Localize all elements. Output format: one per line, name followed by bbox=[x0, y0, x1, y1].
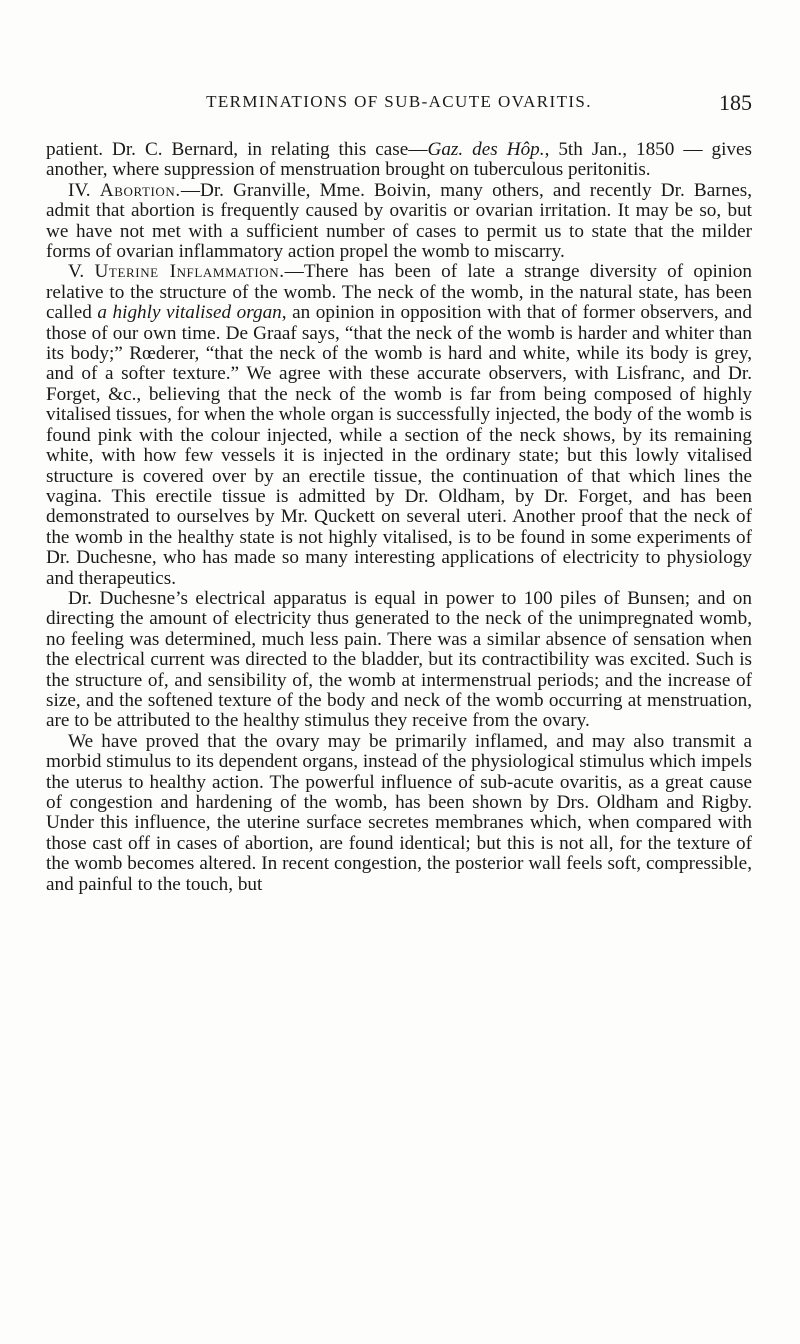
citation-title: Gaz. des Hôp. bbox=[427, 139, 545, 160]
text-run: —There has been of late a strange diversity of opinion relative to the structure of the womb. The neck of the womb, in the natural state, has been called bbox=[46, 261, 752, 324]
text-run: —Dr. Granville, Mme. Boivin, many others, and recently Dr. Barnes, admit that abortion is frequently caused by ovaritis or ovarian irritation. It may be so, but we have not met with a sufficient number of cases to permit us to state that the milder forms of ovarian inflammatory action propel the womb to miscarry. bbox=[46, 179, 752, 263]
paragraph-ovary: We have proved that the ovary may be primarily inflamed, and may also transmit a morbid stimulus to its dependent organs, instead of the physiological stimulus which impels the uterus to healthy action. The powerful influence of sub-acute ovaritis, as a great cause of congestion and hardening of the womb, has been shown by Drs. Oldham and Rigby. Under this influence, the uterine surface secretes membranes which, when compared with those cast off in cases of abortion, are found identical; but this is not all, for the texture of the womb becomes altered. In recent congestion, the posterior wall feels soft, compressible, and painful to the touch, but bbox=[46, 730, 752, 895]
section-heading: Uterine Inflammation. bbox=[94, 261, 285, 283]
section-number: IV. bbox=[68, 179, 91, 201]
body-text bbox=[46, 140, 752, 895]
text-run: patient. Dr. C. Bernard, in relating this case— bbox=[46, 139, 428, 160]
emphasis-phrase: a highly vitalised organ bbox=[97, 302, 282, 324]
running-head bbox=[46, 92, 752, 116]
text-run: , 5th Jan., 1850 — gives another, where suppression of menstruation brought on tuberculous peritonitis. bbox=[46, 139, 752, 181]
paragraph-continuation bbox=[46, 140, 752, 181]
section-heading: Abortion. bbox=[99, 179, 181, 201]
text-run: , an opinion in opposition with that of former observers, and those of our own time. De Graaf says, “that the neck of the womb is harder and whiter than its body;” Rœderer, “that the neck of the womb is hard and white, while its body is grey, and of a softer texture.” We agree with these accurate observers, with Lisfranc, and Dr. Forget, &c., believing that the neck of the womb is far from being composed of highly vitalised tissues, for when the whole organ is successfully injected, the body of the womb is found pink with the colour injected, while a section of the neck shows, by its remaining white, with how few vessels it is injected in the ordinary state; but this lowly vitalised structure is covered over by an erectile tissue, the continuation of that which lines the vagina. This erectile tissue is admitted by Dr. Oldham, by Dr. Forget, and has been demonstrated to ourselves by Mr. Quckett on several uteri. Another proof that the neck of the womb in the healthy state is not highly vitalised, is to be found in some experiments of Dr. Duchesne, who has made so many interesting applications of electricity to physiology and therapeutics. bbox=[46, 302, 752, 589]
paragraph-uterine-inflammation bbox=[46, 262, 752, 589]
paragraph-duchesne: Dr. Duchesne’s electrical apparatus is equal in power to 100 piles of Bunsen; and on directing the amount of electricity thus generated to the neck of the unimpregnated womb, no feeling was determined, much less pain. There was a similar absence of sensation when the electrical current was directed to the bladder, but its contractibility was excited. Such is the structure of, and sensibility of, the womb at intermenstrual periods; and the increase of size, and the softened texture of the body and neck of the womb occurring at menstruation, are to be attributed to the healthy stimulus they receive from the ovary. bbox=[46, 587, 752, 732]
page-number: 185 bbox=[719, 90, 752, 115]
paragraph-abortion bbox=[46, 181, 752, 263]
running-title: TERMINATIONS OF SUB-ACUTE OVARITIS. bbox=[206, 92, 592, 111]
section-number: V. bbox=[68, 261, 85, 283]
